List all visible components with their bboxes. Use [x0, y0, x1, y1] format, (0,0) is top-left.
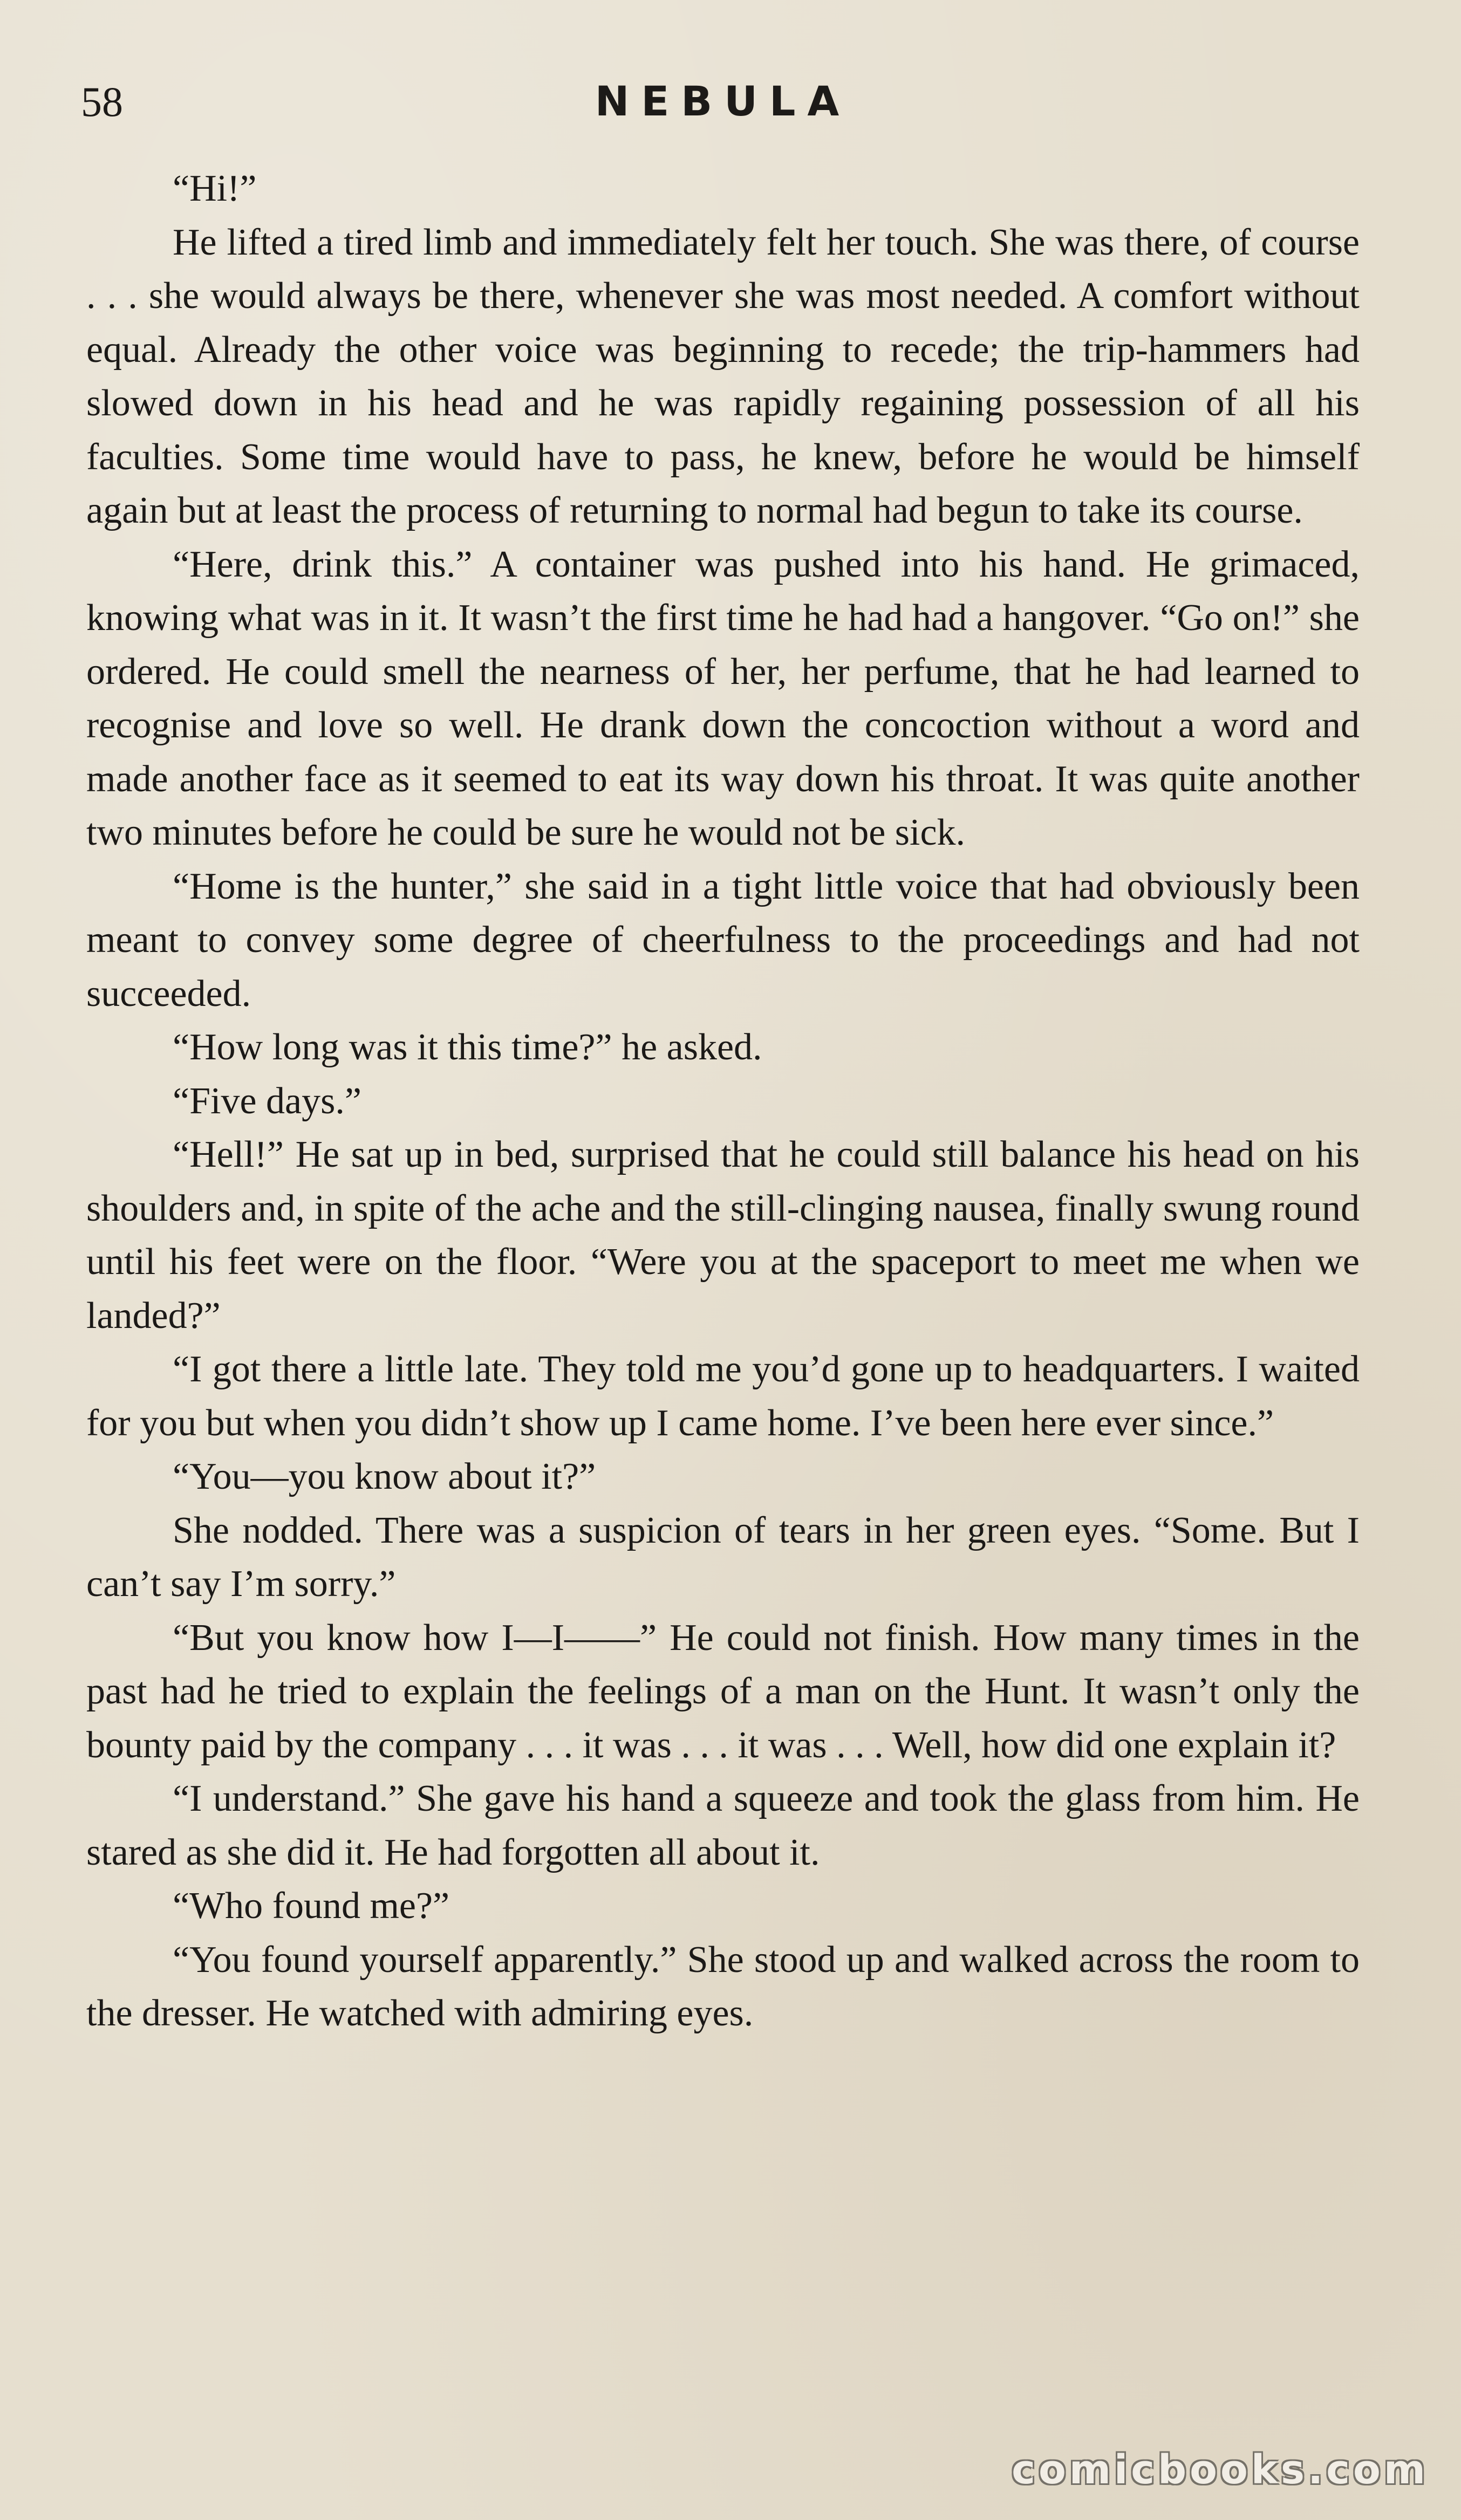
- paragraph: “Here, drink this.” A container was pushed into his hand. He grimaced, knowing what was in it. It wasn’t the first time he had had a hangover. “Go on!” she ordered. He could smell the nearness of her, her perfume, that he had learned to recognise and love so well. He drank down the concoction without a word and made another face as it seemed to eat its way down his throat. It was quite another two minutes before he could be sure he would not be sick.: [86, 543, 1360, 853]
- paragraph: “But you know how I—I——” He could not finish. How many times in the past had he tried to explain the feelings of a man on the Hunt. It wasn’t only the bounty paid by the company . . . it was . . . it was . . . Well, how did one explain it?: [86, 1617, 1360, 1766]
- paragraph: “You found yourself apparently.” She stood up and walked across the room to the dresser. He watched with admiring eyes.: [86, 1939, 1360, 2034]
- running-head: NEBULA: [595, 77, 851, 125]
- paragraph: “Hell!” He sat up in bed, surprised that he could still balance his head on his shoulders and, in spite of the ache and the still-clinging nausea, finally swung round until his feet were on the floor. “Were you at the spaceport to meet me when we landed?”: [86, 1134, 1360, 1337]
- paragraph: “Who found me?”: [173, 1885, 450, 1927]
- story-text: [86, 162, 1360, 2040]
- paragraph: “How long was it this time?” he asked.: [173, 1026, 762, 1068]
- paragraph: “Five days.”: [173, 1080, 361, 1122]
- paragraph: “Hi!”: [173, 168, 257, 209]
- page-number: 58: [81, 78, 123, 125]
- paragraph: “Home is the hunter,” she said in a tight little voice that had obviously been meant to convey some degree of cheerfulness to the proceedings and had not succeeded.: [86, 865, 1360, 1015]
- paragraph: He lifted a tired limb and immediately felt her touch. She was there, of course . . . she would always be there, whenever she was most needed. A comfort without equal. Already the other voice was beginning to recede; the trip-hammers had slowed down in his head and he was rapidly regaining possession of all his faculties. Some time would have to pass, he knew, before he would be himself again but at least the process of returning to normal had begun to take its course.: [86, 221, 1360, 531]
- paragraph: She nodded. There was a suspicion of tears in her green eyes. “Some. But I can’t say I’m sorry.”: [86, 1509, 1360, 1605]
- paragraph: “I understand.” She gave his hand a squeeze and took the glass from him. He stared as she did it. He had forgotten all about it.: [86, 1778, 1360, 1873]
- paragraph: “I got there a little late. They told me you’d gone up to headquarters. I waited for you but when you didn’t show up I came home. I’ve been here ever since.”: [86, 1348, 1360, 1444]
- page-header: [81, 76, 1365, 135]
- paragraph: “You—you know about it?”: [173, 1456, 596, 1497]
- site-watermark: comicbooks.com: [1012, 2447, 1429, 2493]
